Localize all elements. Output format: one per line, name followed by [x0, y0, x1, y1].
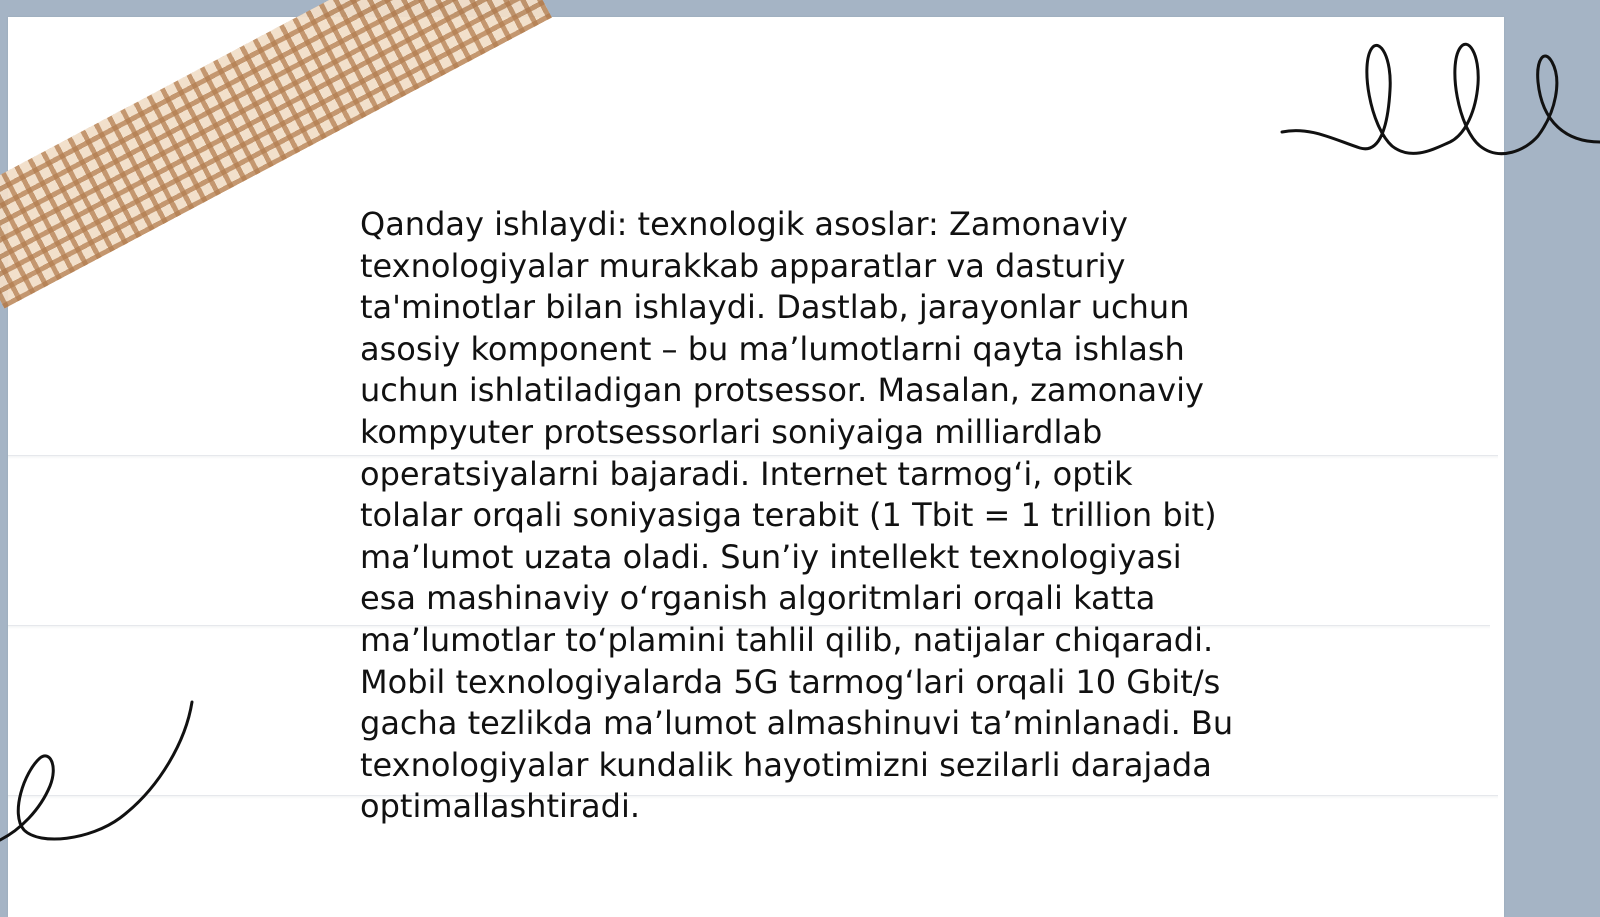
body-paragraph: Qanday ishlaydi: texnologik asoslar: Zamonaviy texnologiyalar murakkab apparatlar va dasturiy ta'minotlar bilan ishlaydi. Dastlab, jarayonlar uchun asosiy komponent – bu ma’lumotlarni qayta ishlash uchun ishlatiladigan protsessor. Masalan, zamonaviy kompyuter protsessorlari soniyaiga milliardlab operatsiyalarni bajaradi. Internet tarmog‘i, optik tolalar orqali soniyasiga terabit (1 Tbit = 1 trillion bit) ma’lumot uzata oladi. Sun’iy intellekt texnologiyasi esa mashinaviy o‘rganish algoritmlari orqali katta ma’lumotlar to‘plamini tahlil qilib, natijalar chiqaradi. Mobil texnologiyalarda 5G tarmog‘lari orqali 10 Gbit/s gacha tezlikda ma’lumot almashinuvi ta’minlanadi. Bu texnologiyalar kundalik hayotimizni sezilarli darajada optimallashtiradi.: [360, 205, 1234, 826]
loop-scribble: [1280, 30, 1600, 170]
swoosh-scribble: [0, 690, 210, 860]
